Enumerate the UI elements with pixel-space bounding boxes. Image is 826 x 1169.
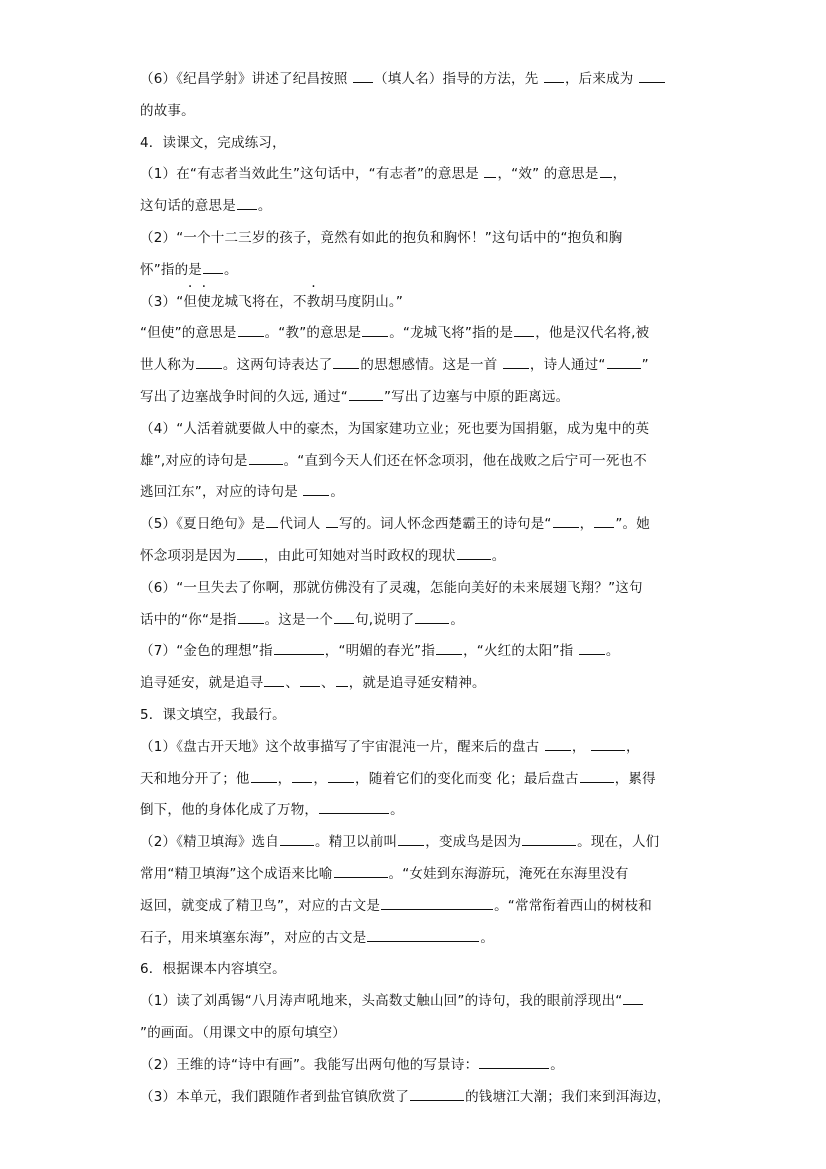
text: 。“教”的意思是 bbox=[264, 325, 362, 342]
text: ，“火红的太阳”指 bbox=[463, 643, 578, 660]
answer-blank[interactable] bbox=[410, 1099, 464, 1101]
answer-blank[interactable] bbox=[238, 335, 264, 337]
text: 。现在，人们 bbox=[577, 834, 660, 851]
answer-blank[interactable] bbox=[591, 749, 625, 751]
answer-blank[interactable] bbox=[436, 653, 462, 655]
answer-blank[interactable] bbox=[514, 335, 534, 337]
answer-blank[interactable] bbox=[274, 653, 324, 655]
text: （3）本单元，我们跟随作者到盐官镇欣赏了 bbox=[140, 1088, 410, 1105]
text: 追寻延安，就是追寻 bbox=[140, 675, 264, 692]
text: ”。她 bbox=[615, 516, 650, 533]
text: （填人名）指导的方法，先 bbox=[374, 71, 543, 87]
q4-3-line-3 bbox=[140, 350, 688, 382]
text: 。“常常衔着西山的树枝和 bbox=[494, 897, 652, 914]
text: 天和地分开了；他 bbox=[140, 770, 250, 787]
q4-1-line-1 bbox=[140, 159, 688, 191]
text: ， bbox=[313, 770, 328, 787]
answer-blank[interactable] bbox=[479, 1067, 549, 1069]
text: ，随着它们的变化而变 化；最后盘古 bbox=[355, 770, 579, 787]
question-6-heading bbox=[140, 954, 688, 986]
text: 。 bbox=[491, 547, 506, 564]
answer-blank[interactable] bbox=[251, 781, 277, 783]
answer-blank[interactable] bbox=[381, 908, 493, 910]
text: 逃回江东”，对应的诗句是 bbox=[140, 484, 303, 501]
text: 的思想感情。这是一首 bbox=[360, 357, 502, 374]
text: 、 bbox=[321, 675, 335, 692]
text: ， bbox=[571, 738, 591, 755]
text: ，他是汉代名将,被 bbox=[535, 325, 650, 342]
q4-3-poem-line bbox=[140, 287, 688, 319]
text: 话中的“你“是指 bbox=[140, 611, 237, 628]
q4-1-line-2 bbox=[140, 191, 688, 223]
answer-blank[interactable] bbox=[594, 526, 614, 528]
text: 怀”指的是 bbox=[140, 261, 202, 278]
text: 5．课文填空，我最行。 bbox=[140, 706, 286, 723]
text: 。 bbox=[550, 1056, 564, 1073]
text: ”的画面。（用课文中的原句填空） bbox=[140, 1024, 346, 1041]
text: （2）《精卫填海》选自 bbox=[140, 834, 280, 851]
answer-blank[interactable] bbox=[237, 558, 263, 560]
text: 返回，就变成了精卫鸟”，对应的古文是 bbox=[140, 897, 381, 914]
text: 。“女娃到东海游玩，淹死在东海里没有 bbox=[388, 865, 629, 882]
text: 。这是一个 bbox=[264, 611, 334, 628]
text: ，变成鸟是因为 bbox=[425, 834, 522, 851]
q4-6-line-2 bbox=[140, 605, 688, 637]
text: 6．根据课本内容填空。 bbox=[140, 961, 286, 978]
text: （6）《纪昌学射》讲述了纪昌按照 bbox=[140, 71, 353, 87]
answer-blank[interactable] bbox=[545, 749, 571, 751]
text: 、 bbox=[285, 675, 300, 692]
text: ，由此可知她对当时政权的现状 bbox=[263, 547, 456, 564]
q5-2-line-4 bbox=[140, 923, 688, 955]
answer-blank[interactable] bbox=[580, 781, 614, 783]
answer-blank[interactable] bbox=[415, 622, 449, 624]
q4-5-line-1 bbox=[140, 509, 688, 541]
answer-blank[interactable] bbox=[398, 844, 424, 846]
q3-6-line-1 bbox=[140, 64, 688, 96]
q4-4-line-1 bbox=[140, 414, 688, 446]
text: 。 bbox=[605, 643, 620, 660]
answer-blank[interactable] bbox=[292, 781, 312, 783]
answer-blank[interactable] bbox=[328, 781, 354, 783]
answer-blank[interactable] bbox=[196, 367, 222, 369]
q6-2-line-1 bbox=[140, 1050, 688, 1082]
q5-2-line-3 bbox=[140, 891, 688, 923]
worksheet-page bbox=[140, 64, 688, 1113]
text: 。 bbox=[330, 484, 345, 501]
answer-blank[interactable] bbox=[237, 208, 257, 210]
text: （1）《盘古开天地》这个故事描写了宇宙混沌一片，醒来后的盘古 bbox=[140, 738, 544, 755]
answer-blank[interactable] bbox=[607, 367, 641, 369]
answer-blank[interactable] bbox=[319, 812, 389, 814]
text: 世人称为 bbox=[140, 357, 195, 374]
q4-3-line-2 bbox=[140, 318, 688, 350]
text: 倒下，他的身体化成了万物， bbox=[140, 802, 319, 819]
answer-blank[interactable] bbox=[303, 494, 329, 496]
text: （6）“一旦失去了你啊，那就仿佛没有了灵魂，怎能向美好的未来展翅飞翔？”这句 bbox=[140, 579, 643, 596]
text: （3）“ bbox=[140, 293, 184, 310]
text: 。“直到今天人们还在怀念项羽，他在战败之后宁可一死也不 bbox=[283, 452, 647, 469]
answer-blank[interactable] bbox=[623, 1003, 643, 1005]
text: 。 bbox=[450, 611, 465, 628]
text: 怀念项羽是因为 bbox=[140, 547, 236, 564]
text: 代词人 bbox=[279, 516, 325, 533]
text: 。 bbox=[480, 929, 495, 946]
text: 这句话的意思是 bbox=[140, 198, 236, 215]
answer-blank[interactable] bbox=[600, 176, 612, 178]
answer-blank[interactable] bbox=[336, 685, 348, 687]
text: ， bbox=[612, 166, 627, 183]
q4-2-line-2 bbox=[140, 255, 688, 287]
emphasis-char: 但 bbox=[183, 293, 198, 310]
q5-1-line-1 bbox=[140, 732, 688, 764]
answer-blank[interactable] bbox=[367, 940, 479, 942]
answer-blank[interactable] bbox=[484, 176, 496, 178]
text: 4．读课文，完成练习， bbox=[140, 134, 286, 151]
text: 龙城飞将在，不 bbox=[210, 293, 307, 310]
answer-blank[interactable] bbox=[639, 81, 665, 83]
question-4-heading bbox=[140, 128, 688, 160]
answer-blank[interactable] bbox=[457, 558, 491, 560]
answer-blank[interactable] bbox=[326, 526, 338, 528]
text: 。精卫以前叫 bbox=[315, 834, 398, 851]
text: 。 bbox=[390, 802, 404, 819]
text: 常用“精卫填海”这个成语来比喻 bbox=[140, 865, 333, 882]
text: “但使”的意思是 bbox=[140, 325, 237, 342]
text: 的钱塘江大潮；我们来到洱海边， bbox=[465, 1088, 671, 1105]
q6-1-line-1 bbox=[140, 986, 688, 1018]
text: 。 bbox=[224, 261, 238, 278]
emphasis-char: 教 bbox=[306, 293, 321, 310]
emphasis-char: 使 bbox=[197, 293, 211, 310]
text: ，诗人通过“ bbox=[529, 357, 606, 374]
text: 句,说明了 bbox=[355, 611, 415, 628]
q5-1-line-3 bbox=[140, 795, 688, 827]
text: 。这两句诗表达了 bbox=[222, 357, 333, 374]
text: ，就是追寻延安精神。 bbox=[348, 675, 486, 692]
q4-4-line-3 bbox=[140, 477, 688, 509]
answer-blank[interactable] bbox=[333, 367, 359, 369]
answer-blank[interactable] bbox=[579, 653, 605, 655]
text: ，后来成为 bbox=[564, 71, 638, 87]
answer-blank[interactable] bbox=[362, 335, 388, 337]
q4-4-line-2 bbox=[140, 446, 688, 478]
answer-blank[interactable] bbox=[503, 367, 529, 369]
q5-1-line-2 bbox=[140, 764, 688, 796]
text: ，累得 bbox=[614, 770, 656, 787]
answer-blank[interactable] bbox=[203, 272, 223, 274]
text: ， bbox=[626, 738, 640, 755]
answer-blank[interactable] bbox=[349, 399, 383, 401]
question-5-heading bbox=[140, 700, 688, 732]
text: ，“效” 的意思是 bbox=[497, 166, 599, 183]
text: （1）在“有志者当效此生”这句话中，“有志者”的意思是 bbox=[140, 166, 484, 183]
answer-blank[interactable] bbox=[334, 876, 388, 878]
text: （4）“人活着就要做人中的豪杰，为国家建功立业；死也要为国捐躯，成为鬼中的英 bbox=[140, 420, 650, 437]
text: （2）“一个十二三岁的孩子，竟然有如此的抱负和胸怀！”这句话中的“抱负和胸 bbox=[140, 229, 623, 246]
q4-6-line-1 bbox=[140, 573, 688, 605]
q6-3-line-1 bbox=[140, 1082, 688, 1114]
q6-1-line-2 bbox=[140, 1018, 688, 1050]
q4-5-line-2 bbox=[140, 541, 688, 573]
q5-2-line-2 bbox=[140, 859, 688, 891]
text: ， bbox=[579, 516, 594, 533]
text: 胡马度阴山。” bbox=[320, 293, 404, 310]
text: 的故事。 bbox=[140, 102, 195, 119]
q4-3-line-4 bbox=[140, 382, 688, 414]
q4-7-line-1 bbox=[140, 636, 688, 668]
answer-blank[interactable] bbox=[544, 81, 564, 83]
text: ，“明媚的春光”指 bbox=[324, 643, 436, 660]
answer-blank[interactable] bbox=[334, 622, 354, 624]
answer-blank[interactable] bbox=[300, 685, 320, 687]
answer-blank[interactable] bbox=[353, 81, 373, 83]
answer-blank[interactable] bbox=[264, 685, 284, 687]
text: （1）读了刘禹锡“八月涛声吼地来，头高数丈触山回”的诗句，我的眼前浮现出“ bbox=[140, 993, 623, 1010]
text: ” bbox=[641, 357, 649, 374]
text: 石子，用来填塞东海”，对应的古文是 bbox=[140, 929, 367, 946]
q3-6-line-2 bbox=[140, 96, 688, 128]
text: 写出了边塞战争时间的久远, 通过“ bbox=[140, 388, 348, 405]
text: （5）《夏日绝句》是 bbox=[140, 516, 266, 533]
answer-blank[interactable] bbox=[238, 622, 264, 624]
text: 。“龙城飞将”指的是 bbox=[389, 325, 514, 342]
text: （2）王维的诗“诗中有画”。我能写出两句他的写景诗： bbox=[140, 1056, 479, 1073]
q4-7-line-2 bbox=[140, 668, 688, 700]
text: 写的。词人怀念西楚霸王的诗句是“ bbox=[338, 516, 552, 533]
answer-blank[interactable] bbox=[280, 844, 314, 846]
text: 雄”,对应的诗句是 bbox=[140, 452, 248, 469]
answer-blank[interactable] bbox=[522, 844, 576, 846]
answer-blank[interactable] bbox=[266, 526, 278, 528]
text: （7）“金色的理想”指 bbox=[140, 643, 273, 660]
answer-blank[interactable] bbox=[249, 463, 283, 465]
text: 。 bbox=[257, 198, 272, 215]
answer-blank[interactable] bbox=[553, 526, 579, 528]
q4-2-line-1 bbox=[140, 223, 688, 255]
text: ， bbox=[277, 770, 292, 787]
q5-2-line-1 bbox=[140, 827, 688, 859]
text: ”写出了边塞与中原的距离远。 bbox=[383, 388, 570, 405]
